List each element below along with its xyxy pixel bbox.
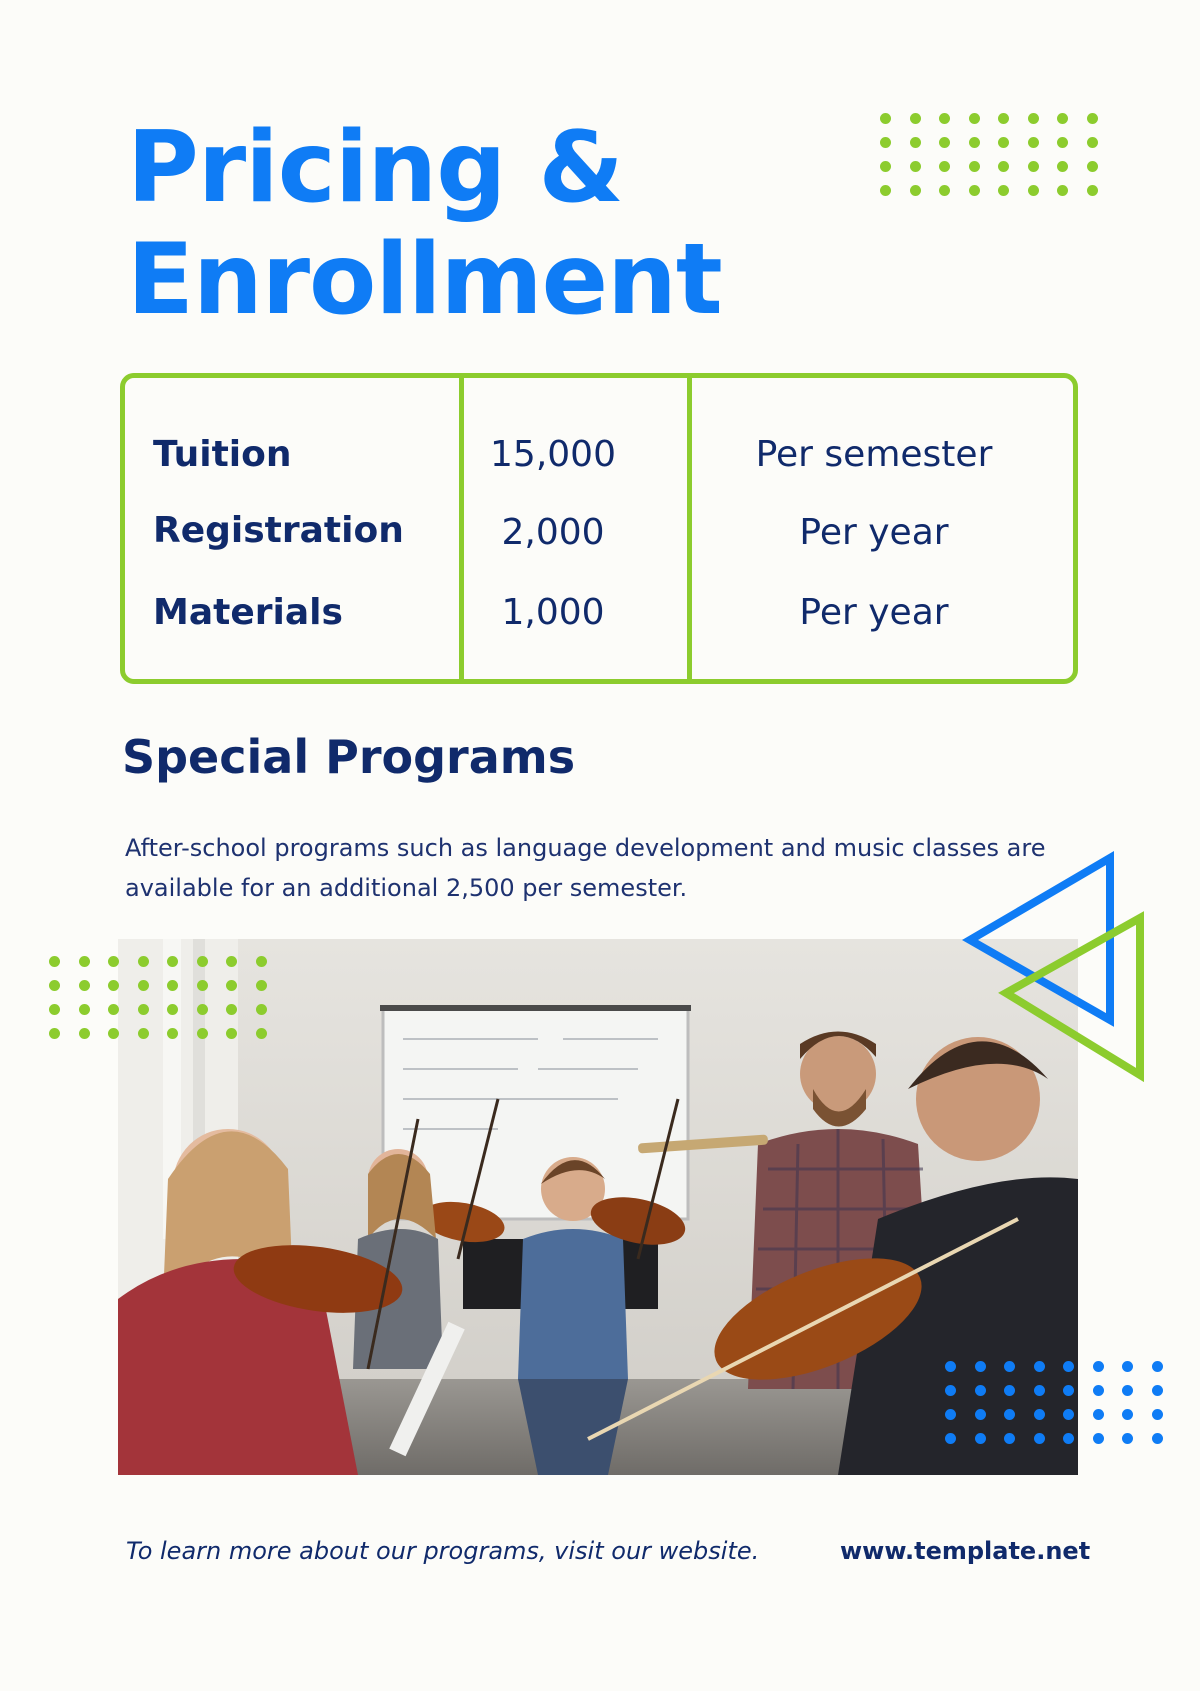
dot	[197, 1028, 208, 1039]
tuition-period: Per semester	[755, 434, 993, 475]
dot	[1004, 1409, 1015, 1420]
dot	[108, 1028, 119, 1039]
dot	[108, 1004, 119, 1015]
registration-period: Per year	[799, 512, 949, 553]
dot	[1028, 137, 1039, 148]
dot	[256, 956, 267, 967]
dot	[969, 113, 980, 124]
dot	[1034, 1385, 1045, 1396]
dot	[1057, 185, 1068, 196]
dot	[1093, 1361, 1104, 1372]
dot	[945, 1409, 956, 1420]
dot	[1122, 1433, 1133, 1444]
dot	[880, 161, 891, 172]
tuition-label: Tuition	[153, 434, 292, 475]
dot	[1122, 1361, 1133, 1372]
dot	[939, 185, 950, 196]
dot	[108, 956, 119, 967]
dot	[1028, 113, 1039, 124]
dot	[1122, 1385, 1133, 1396]
dot	[167, 956, 178, 967]
dot	[910, 137, 921, 148]
dot	[1004, 1433, 1015, 1444]
materials-period: Per year	[799, 592, 949, 633]
dot	[975, 1409, 986, 1420]
footer-note: To learn more about our programs, visit our website.	[126, 1537, 760, 1565]
dot	[1093, 1385, 1104, 1396]
dot	[138, 1004, 149, 1015]
dot	[49, 956, 60, 967]
dot	[880, 137, 891, 148]
dot	[969, 137, 980, 148]
description-line-2: available for an additional 2,500 per semester.	[125, 874, 688, 902]
dot	[969, 161, 980, 172]
tuition-amount: 15,000	[490, 434, 616, 475]
dot	[226, 956, 237, 967]
dot	[998, 161, 1009, 172]
dot	[1034, 1433, 1045, 1444]
dot	[138, 980, 149, 991]
dot	[1093, 1409, 1104, 1420]
dot	[969, 185, 980, 196]
dot	[1004, 1385, 1015, 1396]
blue-dot-grid-bottom	[945, 1361, 1181, 1444]
dot	[939, 161, 950, 172]
dot	[167, 980, 178, 991]
dot	[49, 1004, 60, 1015]
dot	[1057, 161, 1068, 172]
dot	[1087, 113, 1098, 124]
dot	[79, 980, 90, 991]
dot	[1028, 185, 1039, 196]
title-line-2: Enrollment	[127, 223, 722, 337]
special-programs-description	[125, 828, 1085, 908]
dot	[975, 1385, 986, 1396]
dot	[939, 113, 950, 124]
dot	[1152, 1433, 1163, 1444]
dot	[975, 1433, 986, 1444]
dot	[79, 956, 90, 967]
dot	[1057, 137, 1068, 148]
dot	[1063, 1385, 1074, 1396]
dot	[1063, 1409, 1074, 1420]
dot	[226, 1028, 237, 1039]
dot	[226, 980, 237, 991]
dot	[108, 980, 119, 991]
dot	[256, 980, 267, 991]
pricing-table	[120, 373, 1078, 684]
dot	[945, 1433, 956, 1444]
dot	[1087, 185, 1098, 196]
dot	[1063, 1361, 1074, 1372]
dot	[939, 137, 950, 148]
dot	[49, 1028, 60, 1039]
blue-triangle-outline	[970, 858, 1110, 1020]
dot	[998, 137, 1009, 148]
dot	[79, 1004, 90, 1015]
dot	[1057, 113, 1068, 124]
dot	[256, 1028, 267, 1039]
dot	[910, 185, 921, 196]
dot	[138, 1028, 149, 1039]
dot	[910, 113, 921, 124]
dot	[1087, 161, 1098, 172]
dot	[1034, 1361, 1045, 1372]
materials-label: Materials	[153, 592, 343, 633]
dot	[1004, 1361, 1015, 1372]
special-programs-heading: Special Programs	[122, 730, 576, 784]
dot	[998, 185, 1009, 196]
dot	[945, 1361, 956, 1372]
green-dot-grid-left	[49, 956, 285, 1039]
dot	[256, 1004, 267, 1015]
dot	[197, 1004, 208, 1015]
triangle-decoration	[960, 850, 1150, 1085]
dot	[79, 1028, 90, 1039]
dot	[167, 1028, 178, 1039]
registration-label: Registration	[153, 510, 404, 551]
dot	[910, 161, 921, 172]
registration-amount: 2,000	[501, 512, 605, 553]
dot	[197, 980, 208, 991]
dot	[167, 1004, 178, 1015]
dot	[138, 956, 149, 967]
dot	[1093, 1433, 1104, 1444]
description-line-1: After-school programs such as language development and music classes are	[125, 834, 1046, 862]
dot	[975, 1361, 986, 1372]
dot	[1087, 137, 1098, 148]
dot	[998, 113, 1009, 124]
dot	[197, 956, 208, 967]
dot	[1152, 1361, 1163, 1372]
dot	[945, 1385, 956, 1396]
dot	[1028, 161, 1039, 172]
dot	[1034, 1409, 1045, 1420]
title-line-1: Pricing &	[127, 111, 623, 225]
green-dot-grid-top	[880, 113, 1116, 196]
dot	[1122, 1409, 1133, 1420]
dot	[49, 980, 60, 991]
dot	[880, 185, 891, 196]
dot	[880, 113, 891, 124]
dot	[1063, 1433, 1074, 1444]
website-link[interactable]: www.template.net	[840, 1537, 1091, 1565]
dot	[1152, 1385, 1163, 1396]
dot	[1152, 1409, 1163, 1420]
dot	[226, 1004, 237, 1015]
materials-amount: 1,000	[501, 592, 605, 633]
page-title	[127, 112, 722, 336]
